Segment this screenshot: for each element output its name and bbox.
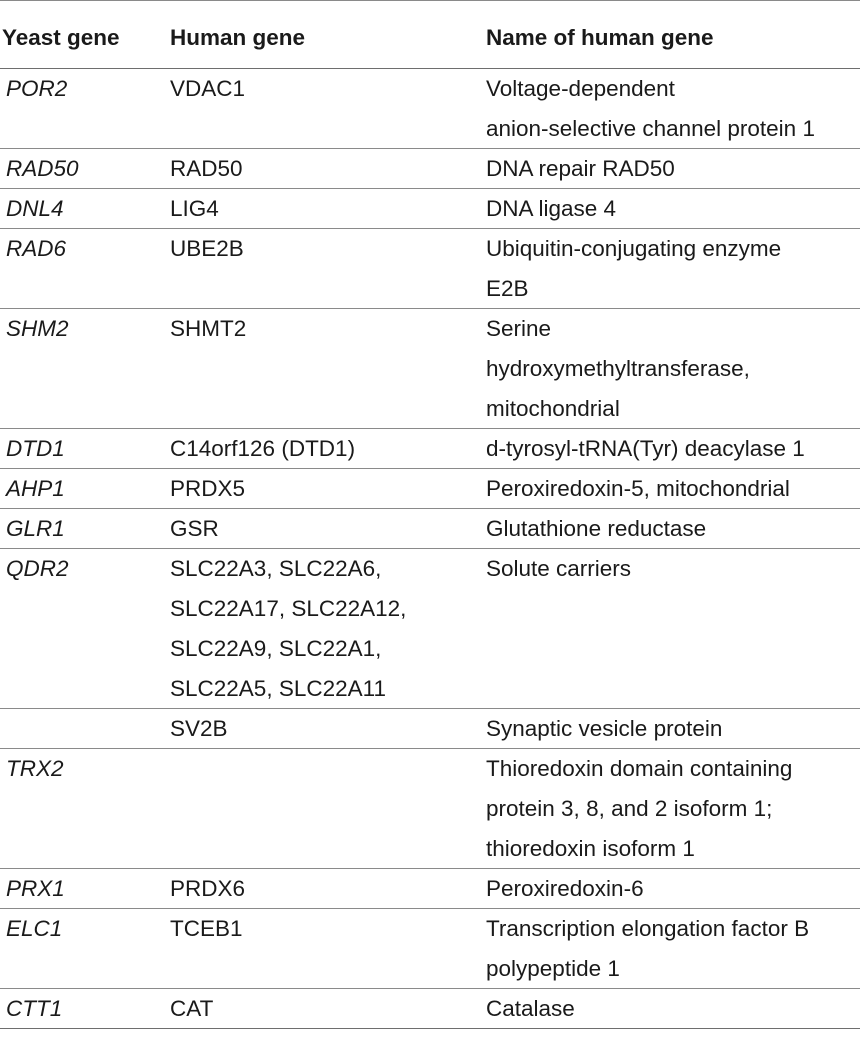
table-row <box>0 709 860 749</box>
human-gene-name-cell <box>486 469 790 509</box>
human-gene-name-cell <box>486 509 706 549</box>
yeast-gene-cell: QDR2 <box>6 556 69 581</box>
yeast-gene-cell: DNL4 <box>6 196 64 221</box>
header-name-of-human-gene: Name of human gene <box>486 25 714 50</box>
yeast-gene-cell: CTT1 <box>6 996 63 1021</box>
human-gene-name-cell <box>486 869 644 909</box>
human-gene-name-cell <box>486 989 575 1029</box>
human-gene-name-line: Voltage-dependent <box>486 76 675 101</box>
human-gene-line: VDAC1 <box>170 76 246 101</box>
human-gene-cell <box>170 149 243 189</box>
human-gene-line: RAD50 <box>170 156 243 181</box>
table-row <box>0 229 860 309</box>
human-gene-name-line: polypeptide 1 <box>486 956 620 981</box>
yeast-gene-cell: ELC1 <box>6 916 63 941</box>
human-gene-name-line: d-tyrosyl-tRNA(Tyr) deacylase 1 <box>486 436 805 461</box>
header-human-gene: Human gene <box>170 25 306 50</box>
human-gene-cell <box>170 709 228 749</box>
human-gene-name-line: Solute carriers <box>486 556 632 581</box>
header-yeast-gene: Yeast gene <box>2 25 120 50</box>
yeast-gene-cell: GLR1 <box>6 516 65 541</box>
table-header-row <box>0 1 860 69</box>
human-gene-name-line: Peroxiredoxin-6 <box>486 876 644 901</box>
human-gene-name-line: Transcription elongation factor B <box>486 916 810 941</box>
table-row <box>0 909 860 989</box>
human-gene-line: SV2B <box>170 716 228 741</box>
human-gene-name-line: Catalase <box>486 996 575 1021</box>
yeast-gene-cell: RAD6 <box>6 236 67 261</box>
table-row <box>0 309 860 429</box>
human-gene-name-line: mitochondrial <box>486 396 620 421</box>
human-gene-cell <box>170 869 245 909</box>
human-gene-name-cell <box>486 709 722 749</box>
human-gene-name-line: DNA repair RAD50 <box>486 156 675 181</box>
human-gene-line: SLC22A17, SLC22A12, <box>170 596 407 621</box>
table-row <box>0 149 860 189</box>
human-gene-line: TCEB1 <box>170 916 243 941</box>
human-gene-line: GSR <box>170 516 219 541</box>
table-row <box>0 69 860 149</box>
yeast-gene-cell: POR2 <box>6 76 68 101</box>
human-gene-cell <box>170 469 245 509</box>
human-gene-line: SLC22A9, SLC22A1, <box>170 636 382 661</box>
human-gene-name-line: DNA ligase 4 <box>486 196 617 221</box>
human-gene-name-line: protein 3, 8, and 2 isoform 1; <box>486 796 773 821</box>
human-gene-cell <box>170 509 219 549</box>
human-gene-line: SHMT2 <box>170 316 247 341</box>
human-gene-name-line: Thioredoxin domain containing <box>486 756 793 781</box>
table-row <box>0 509 860 549</box>
human-gene-cell <box>170 69 245 109</box>
human-gene-name-line: E2B <box>486 276 529 301</box>
human-gene-name-cell <box>486 69 815 149</box>
human-gene-cell <box>170 989 213 1029</box>
human-gene-line: PRDX5 <box>170 476 246 501</box>
human-gene-name-cell <box>486 189 616 229</box>
human-gene-cell <box>170 429 355 469</box>
human-gene-name-line: Synaptic vesicle protein <box>486 716 723 741</box>
table-row <box>0 469 860 509</box>
yeast-gene-cell: DTD1 <box>6 436 65 461</box>
yeast-gene-cell: RAD50 <box>6 156 79 181</box>
table-row <box>0 189 860 229</box>
human-gene-name-cell <box>486 749 792 869</box>
human-gene-name-line: anion-selective channel protein 1 <box>486 116 815 141</box>
human-gene-name-line: Serine <box>486 316 552 341</box>
human-gene-name-line: thioredoxin isoform 1 <box>486 836 695 861</box>
human-gene-line: CAT <box>170 996 214 1021</box>
human-gene-name-cell <box>486 429 805 469</box>
human-gene-line: UBE2B <box>170 236 244 261</box>
yeast-gene-cell: PRX1 <box>6 876 65 901</box>
human-gene-name-cell <box>486 229 781 309</box>
human-gene-name-line: Glutathione reductase <box>486 516 707 541</box>
table-row <box>0 549 860 709</box>
table-row <box>0 989 860 1029</box>
yeast-gene-cell: TRX2 <box>6 756 64 781</box>
human-gene-line: LIG4 <box>170 196 219 221</box>
human-gene-cell <box>170 189 219 229</box>
human-gene-name-cell <box>486 149 675 189</box>
human-gene-cell <box>170 549 406 709</box>
table-row <box>0 749 860 869</box>
human-gene-name-line: Ubiquitin-conjugating enzyme <box>486 236 782 261</box>
human-gene-name-cell <box>486 309 750 429</box>
table-row <box>0 429 860 469</box>
yeast-gene-cell: AHP1 <box>6 476 65 501</box>
yeast-gene-cell: SHM2 <box>6 316 69 341</box>
human-gene-line: PRDX6 <box>170 876 246 901</box>
human-gene-cell <box>170 229 244 269</box>
human-gene-name-line: hydroxymethyltransferase, <box>486 356 750 381</box>
table-body <box>0 69 860 1029</box>
human-gene-name-cell <box>486 549 631 589</box>
human-gene-name-line: Peroxiredoxin-5, mitochondrial <box>486 476 790 501</box>
human-gene-line: SLC22A3, SLC22A6, <box>170 556 382 581</box>
human-gene-line: C14orf126 (DTD1) <box>170 436 356 461</box>
human-gene-cell <box>170 309 246 349</box>
human-gene-line: SLC22A5, SLC22A11 <box>170 676 386 701</box>
table-row <box>0 869 860 909</box>
human-gene-cell <box>170 909 243 949</box>
human-gene-name-cell <box>486 909 809 989</box>
